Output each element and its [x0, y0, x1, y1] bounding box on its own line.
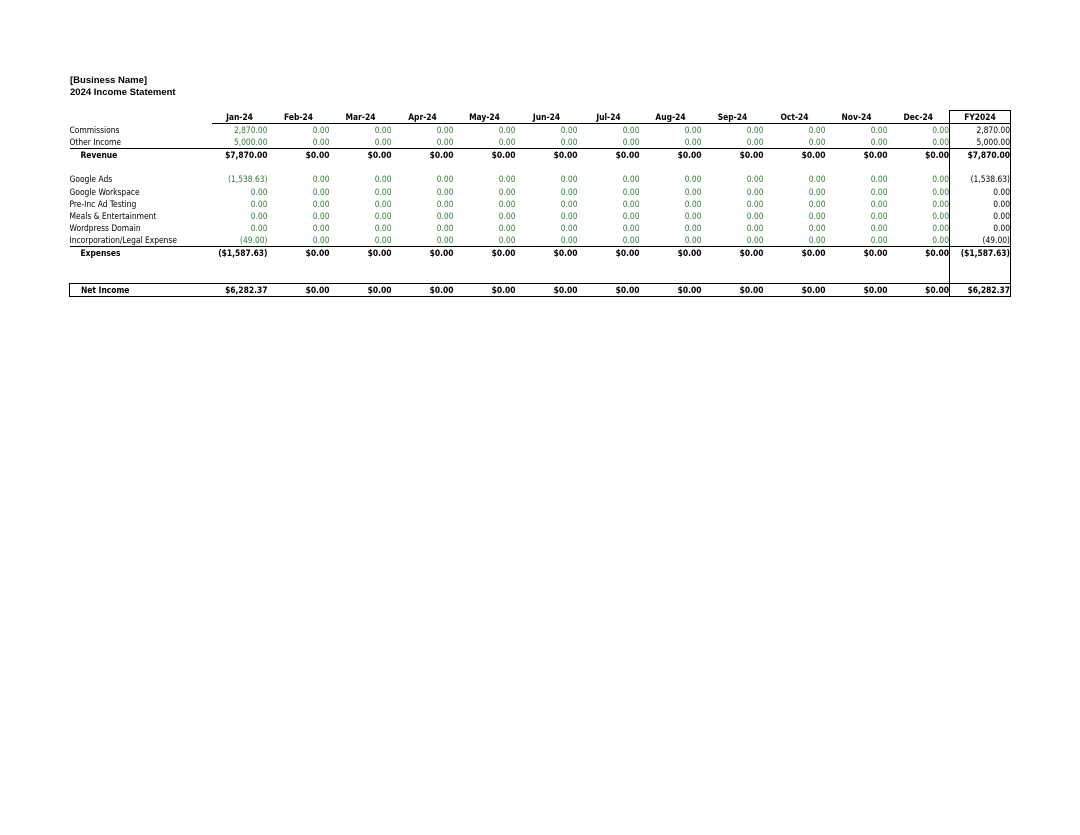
month-cell	[702, 259, 764, 271]
month-cell	[212, 271, 268, 284]
net-income-month: $0.00	[640, 284, 702, 297]
net-income-month: $0.00	[330, 284, 392, 297]
table-row	[70, 173, 1011, 185]
month-value: 0.00	[560, 222, 578, 233]
month-cell	[392, 271, 454, 284]
fy-total-value: 5,000.00	[950, 136, 1011, 149]
month-header: Jun-24	[516, 111, 578, 124]
month-value: 0.00	[268, 234, 330, 247]
fy-total-value: 0.00	[950, 222, 1011, 234]
month-cell	[516, 271, 578, 284]
month-value: 0.00	[516, 234, 578, 247]
line-item-label: Google Workspace	[69, 186, 140, 197]
header-blank	[70, 111, 212, 124]
month-value: 0.00	[392, 136, 454, 149]
month-value: 0.00	[808, 125, 826, 136]
month-cell	[826, 259, 888, 271]
line-item-label: Google Ads	[69, 174, 113, 185]
month-subtotal: $0.00	[801, 150, 826, 161]
month-value: 0.00	[312, 174, 330, 185]
month-value: 0.00	[622, 186, 640, 197]
month-value: 0.00	[870, 186, 888, 197]
month-subtotal: $0.00	[615, 150, 640, 161]
month-value: 0.00	[640, 234, 702, 247]
month-value: 0.00	[374, 186, 392, 197]
month-value: 0.00	[578, 234, 640, 247]
net-income-month: $0.00	[578, 284, 640, 297]
month-value: 5,000.00	[212, 136, 268, 149]
month-header: Dec-24	[888, 111, 950, 124]
net-income-row	[70, 284, 1011, 297]
month-value: 0.00	[560, 198, 578, 209]
month-value: 0.00	[578, 136, 640, 149]
month-value: 0.00	[684, 186, 702, 197]
month-value: 0.00	[436, 125, 454, 136]
month-subtotal: $0.00	[305, 150, 330, 161]
month-value: 0.00	[312, 222, 330, 233]
month-value: 2,870.00	[233, 125, 268, 136]
month-subtotal: $0.00	[863, 150, 888, 161]
fy-total-value: 0.00	[950, 198, 1011, 210]
line-item-label: Incorporation/Legal Expense	[70, 234, 212, 247]
month-value: 0.00	[516, 136, 578, 149]
month-value: 0.00	[436, 174, 454, 185]
month-value: 0.00	[702, 234, 764, 247]
month-value: 0.00	[622, 198, 640, 209]
month-value: 0.00	[870, 210, 888, 221]
month-subtotal: $0.00	[491, 248, 516, 259]
month-value: 0.00	[454, 136, 516, 149]
net-income-month: $0.00	[764, 284, 826, 297]
table-row	[70, 222, 1011, 234]
month-cell	[702, 161, 764, 173]
month-value: 0.00	[932, 198, 949, 209]
month-header: Sep-24	[702, 111, 764, 124]
month-value: 0.00	[498, 222, 516, 233]
month-value: 0.00	[808, 174, 826, 185]
month-value: 0.00	[560, 186, 578, 197]
month-cell	[640, 161, 702, 173]
table-row	[70, 210, 1011, 222]
month-subtotal: $0.00	[677, 150, 702, 161]
month-header-row	[70, 111, 1011, 124]
row-label	[70, 259, 212, 271]
month-cell	[392, 259, 454, 271]
month-cell	[330, 161, 392, 173]
table-row	[70, 234, 1011, 247]
month-value: 0.00	[560, 210, 578, 221]
month-value: 0.00	[746, 222, 764, 233]
fy-total-value: (49.00)	[950, 234, 1011, 247]
line-item-label: Commissions	[69, 124, 120, 135]
net-income-label: Net Income	[70, 284, 212, 297]
month-value: 0.00	[250, 186, 268, 197]
month-cell	[454, 259, 516, 271]
month-value: 0.00	[312, 198, 330, 209]
spacer-row	[70, 259, 1011, 271]
fy-subtotal: $7,870.00	[950, 149, 1011, 162]
month-cell	[212, 259, 268, 271]
month-subtotal: ($1,587.63)	[218, 248, 268, 259]
month-value: 0.00	[330, 234, 392, 247]
expenses-subtotal-label: Expenses	[80, 248, 121, 259]
line-item-label: Pre-Inc Ad Testing	[69, 198, 137, 209]
month-header: Mar-24	[330, 111, 392, 124]
month-cell	[578, 271, 640, 284]
month-subtotal: $0.00	[615, 248, 640, 259]
month-cell	[516, 259, 578, 271]
month-cell	[888, 259, 950, 271]
month-value: 0.00	[826, 234, 888, 247]
table-row	[70, 124, 1011, 137]
month-value: 0.00	[932, 222, 949, 233]
total-cell	[950, 271, 1011, 284]
month-cell	[702, 271, 764, 284]
month-value: 0.00	[498, 210, 516, 221]
fy-total-value: (1,538.63)	[950, 173, 1011, 185]
line-item-label: Meals & Entertainment	[69, 210, 157, 221]
month-value: 0.00	[312, 125, 330, 136]
month-subtotal: $0.00	[305, 248, 330, 259]
month-cell	[392, 161, 454, 173]
revenue-subtotal-label: Revenue	[80, 150, 118, 161]
month-subtotal: $7,870.00	[225, 150, 268, 161]
month-value: (49.00)	[212, 234, 268, 247]
month-value: 0.00	[250, 210, 268, 221]
fy-total-value: 0.00	[950, 210, 1011, 222]
month-cell	[578, 259, 640, 271]
month-value: 0.00	[436, 198, 454, 209]
month-value: 0.00	[684, 210, 702, 221]
month-value: (1,538.63)	[228, 174, 268, 185]
month-value: 0.00	[250, 222, 268, 233]
month-cell	[578, 161, 640, 173]
month-value: 0.00	[436, 186, 454, 197]
month-subtotal: $0.00	[801, 248, 826, 259]
month-cell	[826, 161, 888, 173]
net-income-month: $0.00	[702, 284, 764, 297]
month-value: 0.00	[622, 222, 640, 233]
month-cell	[330, 259, 392, 271]
month-value: 0.00	[764, 234, 826, 247]
month-value: 0.00	[684, 198, 702, 209]
month-value: 0.00	[746, 125, 764, 136]
spacer-row	[70, 271, 1011, 284]
month-subtotal: $0.00	[553, 150, 578, 161]
month-cell	[640, 271, 702, 284]
month-value: 0.00	[870, 198, 888, 209]
net-income-month: $0.00	[516, 284, 578, 297]
month-subtotal: $0.00	[429, 150, 454, 161]
line-item-label: Wordpress Domain	[69, 222, 141, 233]
spacer-row	[70, 161, 1011, 173]
month-subtotal: $0.00	[553, 248, 578, 259]
month-cell	[268, 259, 330, 271]
month-subtotal: $0.00	[925, 150, 949, 161]
month-value: 0.00	[436, 210, 454, 221]
month-value: 0.00	[498, 198, 516, 209]
month-subtotal: $0.00	[863, 248, 888, 259]
month-value: 0.00	[932, 125, 949, 136]
month-header: Jul-24	[578, 111, 640, 124]
month-value: 0.00	[826, 136, 888, 149]
month-cell	[268, 271, 330, 284]
month-value: 0.00	[622, 174, 640, 185]
month-value: 0.00	[560, 174, 578, 185]
month-subtotal: $0.00	[677, 248, 702, 259]
month-value: 0.00	[374, 210, 392, 221]
month-cell	[454, 271, 516, 284]
month-value: 0.00	[932, 210, 949, 221]
row-label	[70, 271, 212, 284]
month-value: 0.00	[374, 222, 392, 233]
month-subtotal: $0.00	[925, 248, 949, 259]
statement-title: 2024 Income Statement	[70, 87, 176, 98]
fy-subtotal: ($1,587.63)	[950, 247, 1011, 260]
month-value: 0.00	[808, 198, 826, 209]
business-name: [Business Name]	[70, 75, 148, 86]
month-header: Aug-24	[640, 111, 702, 124]
table-row	[70, 186, 1011, 198]
month-value: 0.00	[932, 186, 949, 197]
month-value: 0.00	[888, 234, 950, 247]
month-subtotal: $0.00	[367, 150, 392, 161]
net-income-month: $6,282.37	[212, 284, 268, 297]
month-value: 0.00	[498, 186, 516, 197]
month-cell	[454, 161, 516, 173]
month-value: 0.00	[746, 210, 764, 221]
month-header: May-24	[454, 111, 516, 124]
month-subtotal: $0.00	[491, 150, 516, 161]
month-cell	[888, 161, 950, 173]
month-value: 0.00	[268, 136, 330, 149]
total-cell	[950, 259, 1011, 271]
month-value: 0.00	[622, 125, 640, 136]
month-value: 0.00	[746, 198, 764, 209]
month-value: 0.00	[374, 198, 392, 209]
month-value: 0.00	[312, 186, 330, 197]
month-value: 0.00	[870, 174, 888, 185]
expenses-subtotal-row	[70, 247, 1011, 260]
table-row	[70, 198, 1011, 210]
net-income-month: $0.00	[392, 284, 454, 297]
income-statement-sheet	[69, 75, 1010, 296]
month-value: 0.00	[808, 210, 826, 221]
month-value: 0.00	[932, 174, 949, 185]
month-header: Apr-24	[392, 111, 454, 124]
month-header: Jan-24	[212, 111, 268, 124]
month-subtotal: $0.00	[367, 248, 392, 259]
month-cell	[516, 161, 578, 173]
month-header: Nov-24	[826, 111, 888, 124]
month-value: 0.00	[702, 136, 764, 149]
month-value: 0.00	[374, 125, 392, 136]
month-value: 0.00	[888, 136, 950, 149]
month-value: 0.00	[870, 125, 888, 136]
month-cell	[764, 259, 826, 271]
month-value: 0.00	[250, 198, 268, 209]
month-subtotal: $0.00	[739, 150, 764, 161]
month-value: 0.00	[330, 136, 392, 149]
month-value: 0.00	[746, 174, 764, 185]
fy-total-header: FY2024	[950, 111, 1011, 124]
month-value: 0.00	[312, 210, 330, 221]
fy-total-value: 2,870.00	[950, 124, 1011, 137]
table-row	[70, 136, 1011, 149]
month-cell	[330, 271, 392, 284]
month-subtotal: $0.00	[739, 248, 764, 259]
month-cell	[212, 161, 268, 173]
month-cell	[640, 259, 702, 271]
fy-total-value: 0.00	[950, 186, 1011, 198]
month-value: 0.00	[498, 125, 516, 136]
month-value: 0.00	[560, 125, 578, 136]
month-value: 0.00	[622, 210, 640, 221]
month-cell	[826, 271, 888, 284]
month-value: 0.00	[808, 186, 826, 197]
net-income-month: $0.00	[454, 284, 516, 297]
net-income-month: $0.00	[268, 284, 330, 297]
month-value: 0.00	[684, 222, 702, 233]
month-value: 0.00	[640, 136, 702, 149]
month-cell	[268, 161, 330, 173]
month-header: Oct-24	[764, 111, 826, 124]
month-value: 0.00	[764, 136, 826, 149]
row-label	[70, 161, 212, 173]
line-item-label: Other Income	[70, 136, 212, 149]
month-value: 0.00	[454, 234, 516, 247]
month-value: 0.00	[808, 222, 826, 233]
month-value: 0.00	[870, 222, 888, 233]
net-income-month: $0.00	[826, 284, 888, 297]
month-cell	[888, 271, 950, 284]
month-value: 0.00	[746, 186, 764, 197]
month-subtotal: $0.00	[429, 248, 454, 259]
total-cell	[950, 161, 1011, 173]
month-cell	[764, 161, 826, 173]
month-cell	[764, 271, 826, 284]
net-income-month: $0.00	[888, 284, 950, 297]
month-value: 0.00	[436, 222, 454, 233]
month-value: 0.00	[498, 174, 516, 185]
month-value: 0.00	[374, 174, 392, 185]
income-statement-table	[69, 110, 1011, 297]
month-header: Feb-24	[268, 111, 330, 124]
net-income-total: $6,282.37	[950, 284, 1011, 297]
month-value: 0.00	[392, 234, 454, 247]
month-value: 0.00	[684, 174, 702, 185]
revenue-subtotal-row	[70, 149, 1011, 162]
month-value: 0.00	[684, 125, 702, 136]
